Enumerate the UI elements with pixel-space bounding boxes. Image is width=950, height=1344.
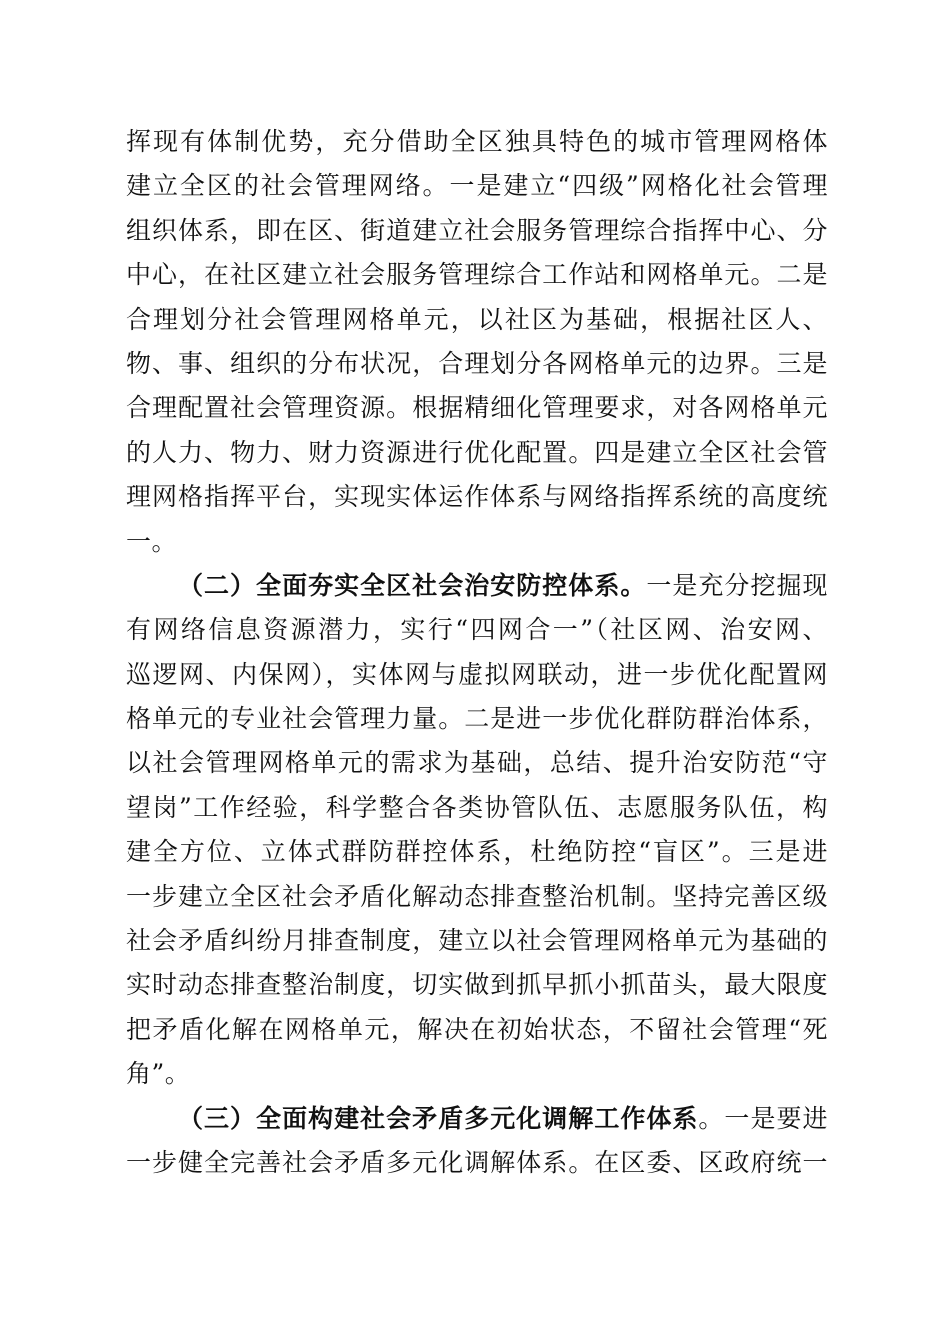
text-line-3 [126,209,828,253]
text-line-13 [126,653,828,697]
body-text: 一步建立全区社会矛盾化解动态排查整治机制。坚持完善区级 [126,881,828,911]
body-text: 角”。 [126,1059,191,1089]
text-line-10 [126,520,828,564]
text-line-23 [126,1097,828,1141]
body-text: 。一是要进 [698,1103,828,1133]
body-text: 社会矛盾纠纷月排查制度，建立以社会管理网格单元为基础的 [126,926,828,956]
body-text: 一是充分挖掘现 [646,570,828,600]
body-text: 的人力、物力、财力资源进行优化配置。四是建立全区社会管 [126,437,828,467]
text-line-2 [126,164,828,208]
text-line-15 [126,741,828,785]
body-text: 理网格指挥平台，实现实体运作体系与网络指挥系统的高度统 [126,482,828,512]
text-line-1 [126,120,828,164]
body-text: 巡逻网、内保网），实体网与虚拟网联动，进一步优化配置网 [126,659,828,689]
text-line-17 [126,830,828,874]
text-line-18 [126,875,828,919]
text-line-24 [126,1141,828,1185]
text-line-6 [126,342,828,386]
text-line-9 [126,475,828,519]
body-text: 一。 [126,526,178,556]
bold-heading-text: （二）全面夯实全区社会治安防控体系。 [178,570,647,600]
body-text: 格单元的专业社会管理力量。二是进一步优化群防群治体系， [126,704,828,734]
body-text: 一步健全完善社会矛盾多元化调解体系。在区委、区政府统一 [126,1147,828,1177]
text-line-5 [126,298,828,342]
body-text: 中心，在社区建立社会服务管理综合工作站和网格单元。二是 [126,260,828,290]
body-text: 建全方位、立体式群防群控体系，杜绝防控“盲区”。三是进 [126,837,828,867]
text-line-7 [126,386,828,430]
body-text: 合理配置社会管理资源。根据精细化管理要求，对各网格单元 [126,393,828,423]
body-text: 挥现有体制优势，充分借助全区独具特色的城市管理网格体 [126,127,828,156]
text-line-22 [126,1052,828,1096]
body-text: 物、事、组织的分布状况，合理划分各网格单元的边界。三是 [126,348,828,378]
text-line-8 [126,431,828,475]
body-text: 望岗”工作经验，科学整合各类协管队伍、志愿服务队伍，构 [126,792,828,822]
body-text: 实时动态排查整治制度，切实做到抓早抓小抓苗头，最大限度 [126,970,828,1000]
bold-heading-text: （三）全面构建社会矛盾多元化调解工作体系 [178,1103,699,1133]
body-text: 组织体系，即在区、街道建立社会服务管理综合指挥中心、分 [126,215,828,245]
text-line-19 [126,919,828,963]
text-line-21 [126,1008,828,1052]
text-line-16 [126,786,828,830]
text-line-12 [126,608,828,652]
text-line-4 [126,253,828,297]
text-line-20 [126,963,828,1007]
text-line-11 [126,564,828,608]
body-text: 合理划分社会管理网格单元，以社区为基础，根据社区人、 [126,304,828,334]
document-body [126,120,828,1185]
body-text: 以社会管理网格单元的需求为基础，总结、提升治安防范“守 [126,748,828,778]
text-line-14 [126,697,828,741]
body-text: 把矛盾化解在网格单元，解决在初始状态，不留社会管理“死 [126,1014,828,1044]
body-text: 有网络信息资源潜力，实行“四网合一”（社区网、治安网、 [126,615,828,645]
body-text: 建立全区的社会管理网络。一是建立“四级”网格化社会管理 [126,171,828,201]
